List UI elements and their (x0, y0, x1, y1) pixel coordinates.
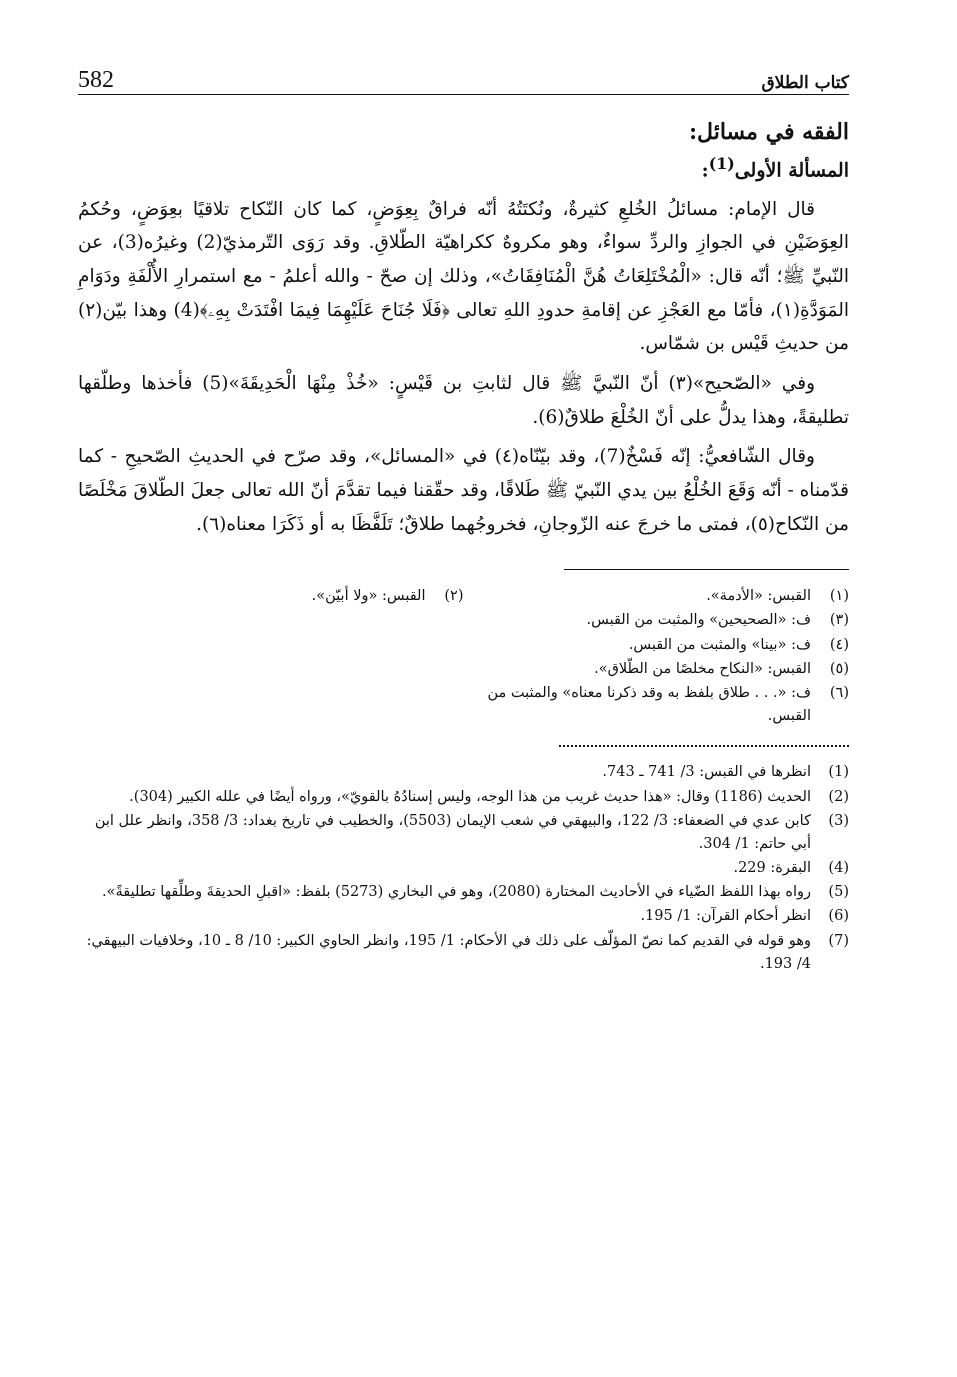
footnote-text: كابن عدي في الضعفاء: 3/ 122، والبيهقي في شعب الإيمان (5503)، والخطيب في تاريخ بغداد: 3/ 358، وانظر علل ابن أبي حاتم: 1/ 304. (94, 812, 811, 852)
main-text (78, 117, 849, 541)
footnote (78, 761, 849, 784)
variant-note-number: (٢) (444, 588, 464, 605)
running-title: كتاب الطلاق (761, 73, 849, 93)
variant-note-number: (٦) (829, 684, 849, 701)
footnote-number: (5) (828, 884, 849, 901)
variant-note (78, 585, 464, 608)
variant-note-text: ف: «الصحيحين» والمثبت من القبس. (586, 612, 811, 629)
footnote-text: انظر أحكام القرآن: 1/ 195. (640, 908, 811, 925)
variant-note-number: (٥) (829, 660, 849, 677)
variant-notes-column-b (78, 584, 464, 729)
footnote (78, 857, 849, 880)
variant-note-number: (٣) (829, 612, 849, 629)
variant-note-text: القبس: «النكاح مخلصًا من الطّلاق». (594, 660, 811, 677)
footnote-text: رواه بهذا اللفظ الضّياء في الأحاديث المختارة (2080)، وهو في البخاري (5273) بلفظ: «اقبلِ الحديقةَ وطلِّقها تطليقةً». (101, 884, 811, 901)
footnote-number: (2) (828, 788, 849, 805)
variant-note (464, 658, 850, 681)
variant-note-number: (١) (829, 588, 849, 605)
footnote-text: وهو قوله في القديم كما نصّ المؤلّف على ذلك في الأحكام: 1/ 195، وانظر الحاوي الكبير: 10/ 8 ـ 10، وخلافيات البيهقي: 4/ 193. (86, 932, 811, 972)
notes-separator (564, 569, 849, 570)
footnote-text: البقرة: 229. (733, 860, 811, 877)
variant-note (464, 682, 850, 728)
section-title: الفقه في مسائل: (688, 119, 849, 145)
footnote (78, 905, 849, 928)
variant-note (464, 634, 850, 657)
footnote (78, 786, 849, 809)
footnotes (78, 761, 849, 976)
issue-title-suffix: : (701, 159, 709, 182)
paragraph-3: وقال الشّافعيُّ: إنّه فَسْخٌ(7)، وقد بيّنّاه(٤) في «المسائل»، وقد صرّح في الحديثِ الصّحيحِ - كما قدّمناه - أنّه وَقَعَ الخُلْعُ بين يدي النّبيّ ﷺ طَلاقًا، وقد حقّقنا فيما تقدَّمَ أنّ الله تعالى جعلَ الطّلاقَ مَخْلَصًا من النّكاح(٥)، فمتى ما خرجَ عنه الزّوجانِ، فخروجُهما طلاقٌ؛ تَلَفَّظَا به أو ذَكَرَا معناه(٦). (78, 446, 849, 535)
footnote-number: (4) (828, 860, 849, 877)
issue-title (78, 152, 849, 185)
variant-note (464, 585, 850, 608)
variant-notes-column-a (464, 584, 850, 729)
footnote-text: انظرها في القبس: 3/ 741 ـ 743. (602, 764, 811, 781)
variant-note-text: ف: «بينا» والمثبت من القبس. (628, 636, 811, 653)
footnote (78, 930, 849, 976)
variant-note-text: القبس: «ولا أبيّن». (311, 588, 426, 605)
issue-note-ref: (1) (708, 153, 735, 173)
variant-note-text: ف: «. . . طلاق بلفظ به وقد ذكرنا معناه» والمثبت من القبس. (487, 684, 811, 725)
footnote (78, 881, 849, 904)
variant-notes (78, 584, 849, 729)
variant-note-text: القبس: «الأدمة». (706, 588, 811, 605)
paragraph-1: قال الإمام: مسائلُ الخُلعِ كثيرةٌ، ونُكتَتُهُ أنّه فراقٌ بِعِوَضٍ، كما كان النّكاح تلاقيًا بعِوَضٍ، وحُكمُ العِوَضَيْنِ في الجوازِ والردِّ سواءٌ، وهو مكروهٌ ككراهيّة الطّلاقِ. وقد رَوَى التّرمذيّ(2) وغيرُه(3)، عن النّبيِّ ﷺ؛ أنّه قال: «الْمُخْتَلِعَاتُ هُنَّ الْمُنَافِقَاتُ»، وذلك إن صحّ - والله أعلمُ - مع استمرارِ الأُلْفَةِ ودَوَامِ المَوَدَّةِ(١)، فأمّا مع العَجْزِ عن إقامةِ حدودِ اللهِ تعالى ﴿فَلَا جُنَاحَ عَلَيْهِمَا فِيمَا افْتَدَتْ بِهِۦ﴾(4) وهذا بيّن(٢) من حديثِ قَيْس بن شمّاس. (78, 198, 849, 355)
footnote-text: الحديث (1186) وقال: «هذا حديث غريب من هذا الوجه، وليس إسنادُهُ بالقويّ»، ورواه أيضًا في علله الكبير (304). (129, 788, 811, 805)
footnote-number: (3) (828, 812, 849, 829)
footnote-number: (1) (828, 764, 849, 781)
page-header (78, 58, 849, 95)
footnote-number: (6) (828, 908, 849, 925)
issue-title-text: المسألة الأولى (734, 159, 849, 182)
page-number: 582 (78, 67, 114, 93)
dotted-separator (559, 745, 849, 747)
variant-note (464, 609, 850, 632)
footnote (78, 810, 849, 856)
footnote-number: (7) (828, 932, 849, 949)
paragraph-2: وفي «الصّحيح»(٣) أنّ النّبيَّ ﷺ قال لثابتِ بن قَيْسٍ: «خُذْ مِنْهَا الْحَدِيقَةَ»(5) فأخذها وطلّقها تطليقةً، وهذا يدلُّ على أنّ الخُلْعَ طلاقٌ(6). (78, 372, 849, 428)
variant-note-number: (٤) (829, 636, 849, 653)
